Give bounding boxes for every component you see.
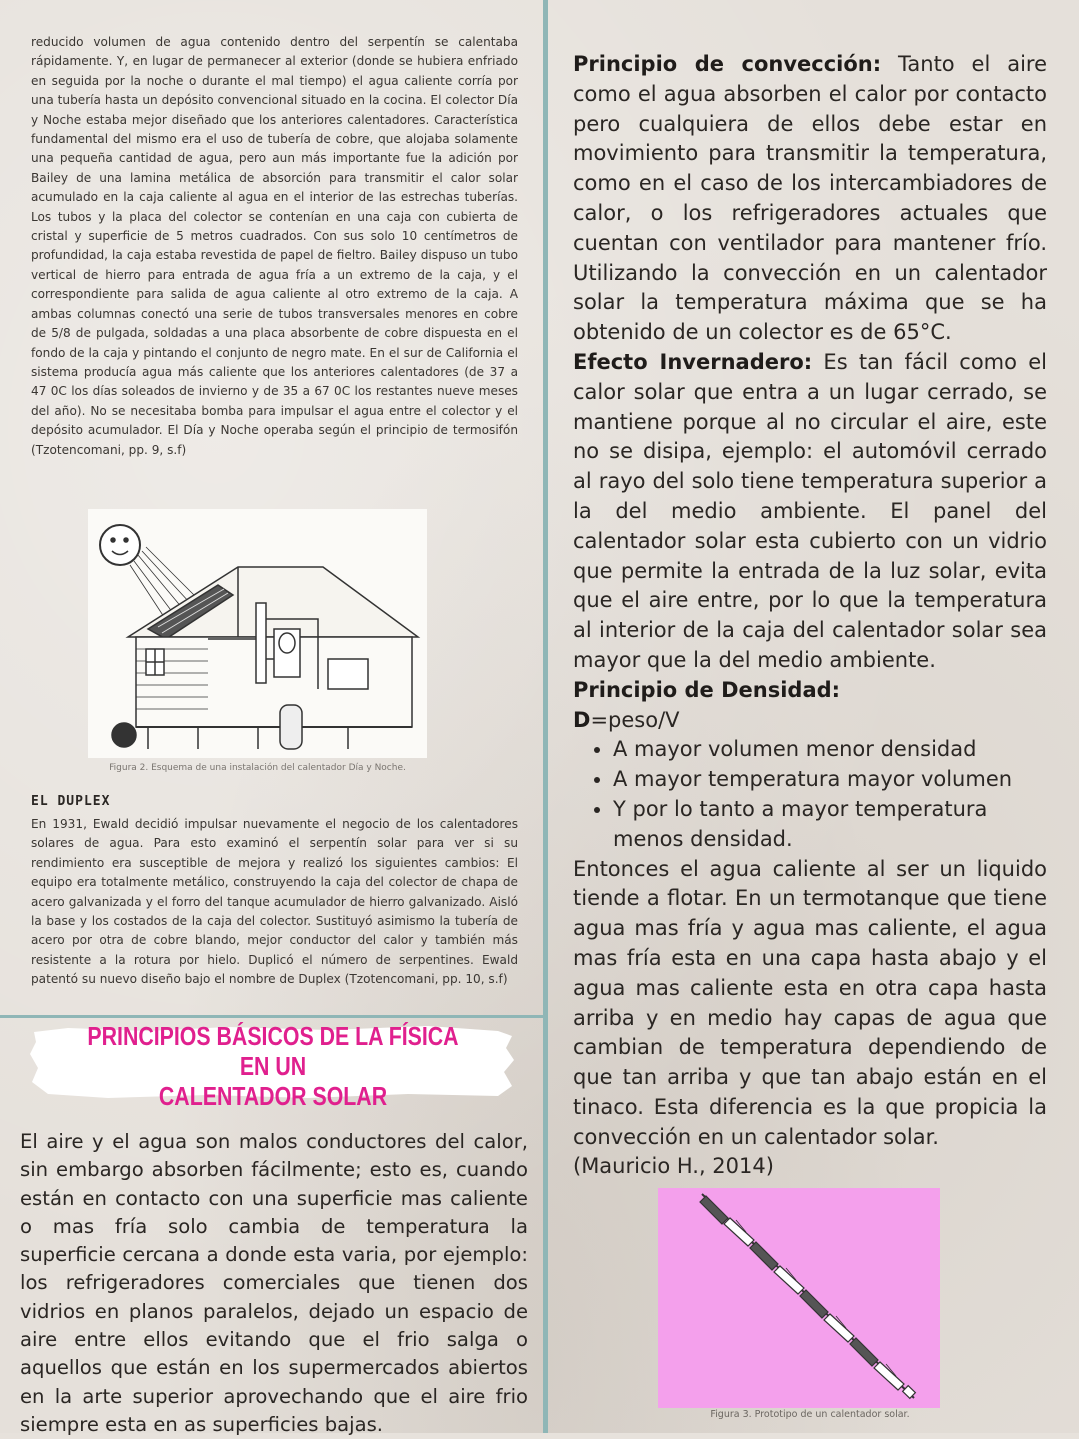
greenhouse-paragraph	[573, 348, 1047, 676]
list-item: • A mayor volumen menor densidad	[613, 735, 1047, 765]
collector-tubes-illustration	[658, 1188, 940, 1408]
section-title	[72, 1021, 474, 1111]
closing-paragraph: Entonces el agua caliente al ser un liquido tiende a flotar. En un termotanque que tiene agua mas fría y agua mas caliente, el agua mas fría esta en una capa hasta abajo y el agua mas caliente esta en otra capa hasta arriba y en medio hay capas de agua que cambian de temperatura dependiendo de que tan arriba y que tan abajo están en el tinaco. Esta diferencia es la que propicia la convección en un calentador solar.	[573, 856, 1047, 1149]
section-title-line-2: CALENTADOR SOLAR	[158, 1081, 388, 1111]
density-heading	[573, 676, 1047, 706]
right-column	[573, 50, 1047, 1182]
greenhouse-text: Es tan fácil como el calor solar que entra a un lugar cerrado, se mantiene porque al no circular el aire, este no se disipa, ejemplo: el automóvil cerrado al rayo del solo tiene temperatura superior a la del medio ambiente. El panel del calentador solar esta cubierto con un vidrio que permite la entrada de la luz solar, evita que el aire entre, por lo que la temperatura al interior de la caja del calentador solar sea mayor que la del medio ambiente.	[573, 349, 1047, 672]
figure-2-caption: Figura 2. Esquema de una instalación del calentador Día y Noche.	[109, 763, 406, 773]
figure-3-solar-collector	[658, 1188, 940, 1408]
convection-paragraph	[573, 50, 1047, 348]
column-divider	[543, 0, 548, 1433]
list-item: • Y por lo tanto a mayor temperatura menos densidad.	[613, 795, 1047, 855]
physics-intro-paragraph: El aire y el agua son malos conductores del calor, sin embargo absorben fácilmente; esto es, cuando están en contacto con una superficie mas caliente o mas fría solo cambia de temperatura la superficie cercana a donde esta varia, por ejemplo: los refrigeradores comerciales que tienen dos vidrios en planos paralelos, dejado un espacio de aire entre ellos evitando que el frio salga o aquellos que están en los supermercados abiertos en la arte superior aprovechando que el aire frio siempre esta en as superficies bajas.	[20, 1130, 528, 1436]
greenhouse-label: Efecto Invernadero:	[573, 349, 813, 374]
house-illustration	[88, 509, 427, 758]
density-formula	[573, 706, 1047, 736]
history-paragraph: reducido volumen de agua contenido dentro del serpentín se calentaba rápidamente. Y, en lugar de permanecer al exterior (donde se hubiera enfriado en seguida por la noche o durante el mal tiempo) el agua caliente corría por una tubería hasta un depósito convencional situado en la cocina. El colector Día y Noche estaba mejor diseñado que los anteriores calentadores. Característica fundamental del mismo era el uso de tubería de cobre, que alojaba solamente una pequeña cantidad de agua, pero aun más importante fue la adición por Bailey de una lamina metálica de absorción para transmitir el calor solar acumulado en la caja caliente al agua en el interior de las estrechas tuberías. Los tubos y la placa del colector se contenían en una caja con cubierta de cristal y superficie de 5 metros cuadrados. Con sus solo 10 centímetros de profundidad, la caja estaba revestida de papel de fieltro. Bailey dispuso un tubo vertical de hierro para entrada de agua fría a un extremo de la caja, y el correspondiente para salida de agua caliente al otro extremo de la caja. A ambas columnas conectó una serie de tubos transversales menores en cobre de 5/8 de pulgada, soldadas a una placa absorbente de cobre dispuesta en el fondo de la caja y pintando el conjunto de negro mate. En el sur de California el sistema producía agua más caliente que los anteriores calentadores (de 37 a 47 0C los días soleados de invierno y de 35 a 67 0C los restantes nueve meses del año). No se necesitaba bomba para impulsar el agua entre el colector y el depósito acumulador. El Día y Noche operaba según el principio de termosifón (Tzotencomani, pp. 9, s.f)	[31, 35, 518, 457]
section-title-line-1: PRINCIPIOS BÁSICOS DE LA FÍSICA EN UN	[87, 1021, 459, 1081]
formula-d: D	[573, 707, 591, 732]
citation: (Mauricio H., 2014)	[573, 1154, 774, 1179]
convection-label: Principio de convección:	[573, 52, 882, 76]
duplex-heading: EL DUPLEX	[31, 794, 111, 809]
figure-2-house-schematic	[88, 509, 427, 758]
density-label: Principio de Densidad:	[573, 677, 841, 702]
figure-3-caption: Figura 3. Prototipo de un calentador solar.	[710, 1409, 910, 1420]
list-item: • A mayor temperatura mayor volumen	[613, 765, 1047, 795]
section-divider	[0, 1015, 543, 1018]
duplex-paragraph: En 1931, Ewald decidió impulsar nuevamente el negocio de los calentadores solares de agua. Para esto examinó el serpentín solar para ver si su rendimiento era susceptible de mejora y realizó los siguientes cambios: El equipo era totalmente metálico, construyendo la caja del colector de chapa de acero galvanizada y el forro del tanque acumulador de hierro galvanizado. Aisló la base y los costados de la caja del colector. Sustituyó asimismo la tubería de acero por otra de cobre blando, mejor conductor del calor y también más resistente a la rotura por hielo. Duplicó el número de serpentines. Ewald patentó su nuevo diseño bajo el nombre de Duplex (Tzotencomani, pp. 10, s.f)	[31, 817, 518, 987]
convection-text: Tanto el aire como el agua absorben el calor por contacto pero cualquiera de ellos debe estar en movimiento para transmitir la temperatura, como en el caso de los intercambiadores de calor, o los refrigeradores actuales que cuentan con ventilador para mantener frío. Utilizando la convección en un calentador solar la temperatura máxima que se ha obtenido de un colector es de 65°C.	[573, 52, 1047, 345]
formula-rest: =peso/V	[590, 707, 680, 732]
density-bullet-list	[573, 735, 1047, 854]
